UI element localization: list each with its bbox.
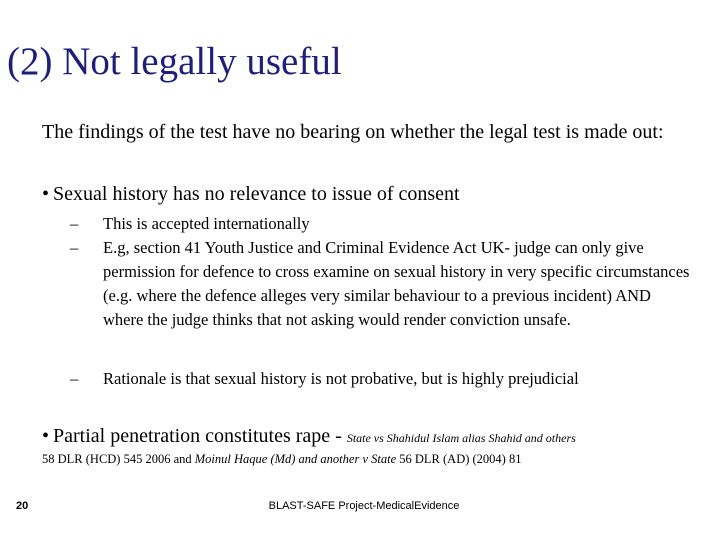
bullet-sexual-history xyxy=(42,182,460,207)
sub-item-text: Rationale is that sexual history is not probative, but is highly prejudicial xyxy=(103,369,579,388)
case-citation: State vs Shahidul Islam alias Shahid and others xyxy=(346,431,576,445)
sub-item xyxy=(70,236,690,332)
slide-footer xyxy=(0,498,720,518)
bullet-marker: • xyxy=(42,183,50,205)
sub-item xyxy=(70,212,690,236)
sub-item-text: This is accepted internationally xyxy=(103,214,310,233)
citation-part: 56 DLR (AD) (2004) 81 xyxy=(399,452,522,466)
dash-marker: – xyxy=(70,238,79,257)
bullet-text: Sexual history has no relevance to issue of consent xyxy=(53,183,460,205)
slide-title: (2) Not legally useful xyxy=(7,40,342,83)
dash-marker: – xyxy=(70,369,79,388)
citation-case-name: Moinul Haque (Md) and another v State xyxy=(194,452,397,466)
footer-text: BLAST-SAFE Project-MedicalEvidence xyxy=(268,500,460,512)
citation-line xyxy=(42,450,521,468)
citation-part: 58 DLR (HCD) 545 2006 and xyxy=(42,452,192,466)
bullet-marker: • xyxy=(42,425,50,447)
sub-item xyxy=(70,367,690,391)
bullet-partial-penetration xyxy=(42,424,576,451)
bullet-text: Partial penetration constitutes rape - xyxy=(53,425,342,447)
intro-paragraph: The findings of the test have no bearing on whether the legal test is made out: xyxy=(42,121,664,143)
dash-marker: – xyxy=(70,214,79,233)
page-number: 20 xyxy=(16,500,29,512)
sub-item-text: E.g, section 41 Youth Justice and Criminal Evidence Act UK- judge can only give permission for defence to cross examine on sexual history in very specific circumstances (e.g. where the defence alleges very similar behaviour to a previous incident) AND where the judge thinks that not asking would render conviction unsafe. xyxy=(103,238,690,329)
